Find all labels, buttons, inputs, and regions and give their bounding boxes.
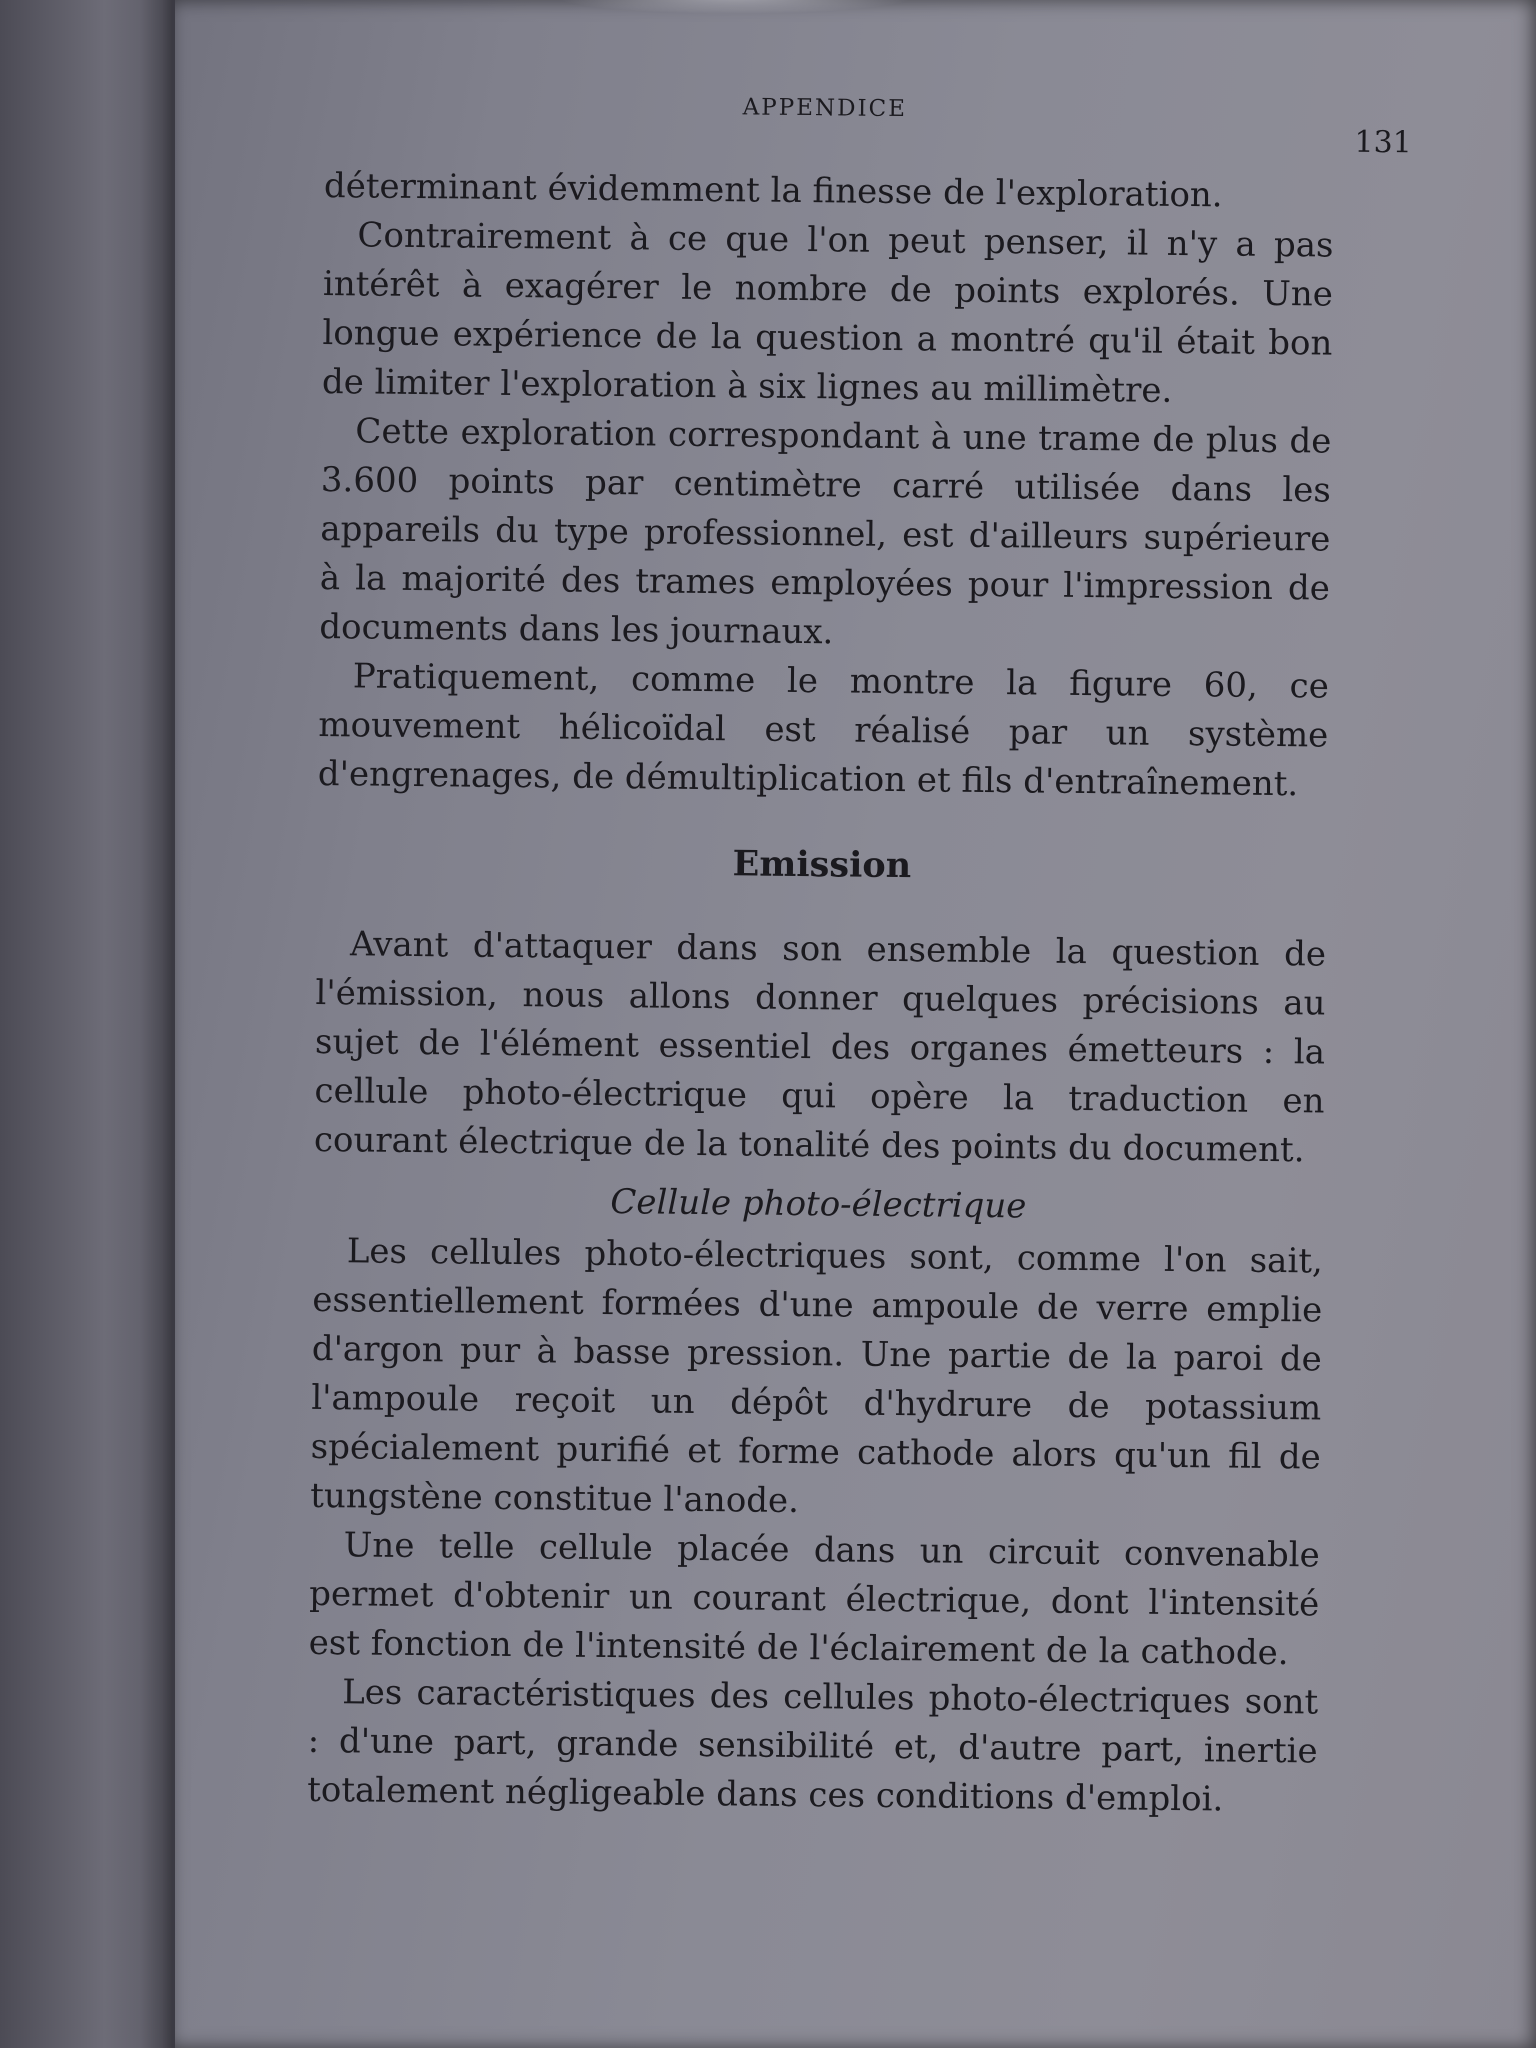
light-glare [555, 0, 915, 14]
subsection-heading: Cellule photo-électrique [610, 1182, 1027, 1227]
paragraph: Contrairement à ce que l'on peut penser, il n'y a pas intérêt à exagérer le nombre de points explorés. Une longue expérience de la question a montré qu'il était bon de limiter l'exploration à six lignes au millimètre. [321, 215, 1334, 411]
running-head: APPENDICE [742, 94, 908, 123]
paragraph: Pratiquement, comme le montre la figure 60, ce mouvement hélicoïdal est réalisé par un système d'engrenages, de démultiplication et fils d'entraînement. [317, 656, 1330, 805]
paragraph: Cette exploration correspondant à une trame de plus de 3.600 points par centimètre carré utilisée dans les appareils du type professionnel, est d'ailleurs supérieure à la majorité des trames employées pour l'impression de documents dans les journaux. [319, 411, 1332, 653]
page-content [306, 90, 1455, 1820]
paragraph: Avant d'attaquer dans son ensemble la question de l'émission, nous allons donner quelques précisions au sujet de l'élément essentiel des organes émetteurs : la cellule photo-électrique qui opère la traduction en courant électrique de la tonalité des points du document. [313, 924, 1327, 1171]
section-heading: Emission [732, 843, 912, 887]
body-text [307, 162, 1334, 1825]
book-page [172, 0, 1536, 2048]
paragraph: Les cellules photo-électriques sont, comme l'on sait, essentiellement formées d'une ampoule de verre emplie d'argon pur à basse pression. Une partie de la paroi de l'ampoule reçoit un dépôt d'hydrure de potassium spécialement purifié et forme cathode alors qu'un fil de tungstène constitue l'anode. [310, 1231, 1323, 1522]
page-number: 131 [1354, 124, 1412, 161]
paragraph-continuation: déterminant évidemment la finesse de l'exploration. [323, 165, 1223, 216]
paragraph: Une telle cellule placée dans un circuit convenable permet d'obtenir un courant électrique, dont l'intensité est fonction de l'intensité de l'éclairement de la cathode. [308, 1525, 1320, 1674]
paragraph: Les caractéristiques des cellules photo-électriques sont : d'une part, grande sensibilité et, d'autre part, inertie totalement négligeable dans ces conditions d'emploi. [306, 1672, 1319, 1820]
